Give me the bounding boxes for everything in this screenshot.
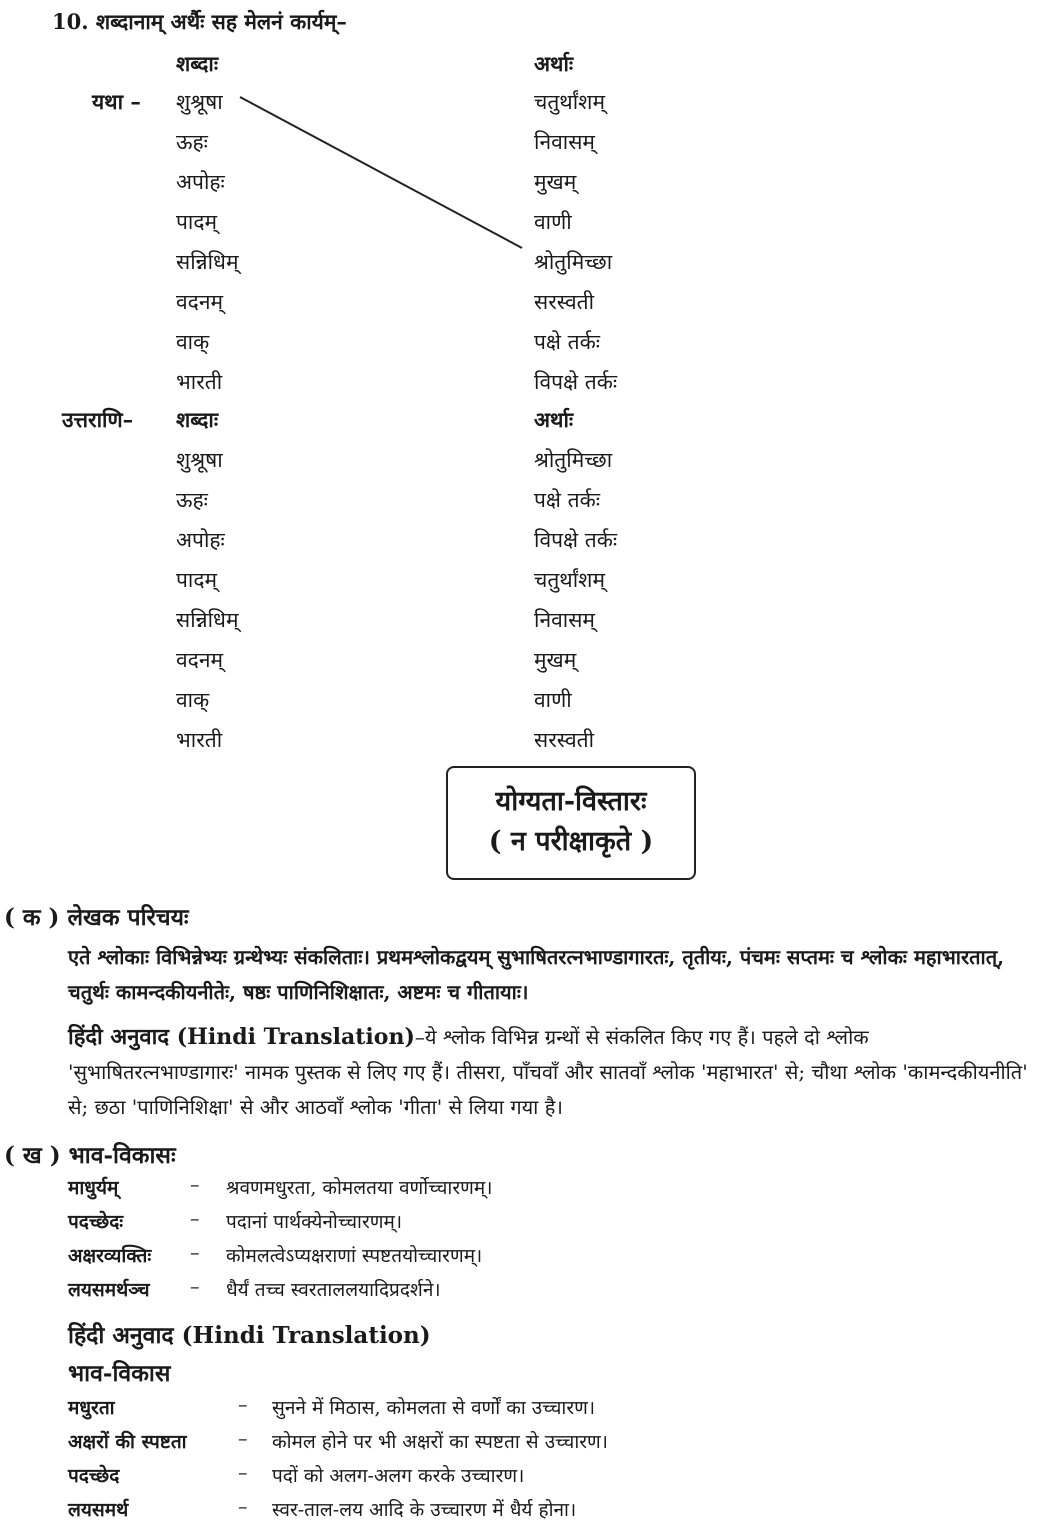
dash: –: [238, 1496, 248, 1518]
definition: धैर्यं तच्च स्वरताललयादिप्रदर्शने।: [226, 1279, 441, 1301]
answer-word: पादम्: [176, 568, 218, 592]
word-item: वाक्: [176, 330, 210, 354]
word-item: वदनम्: [176, 290, 224, 314]
hindi-subheading: भाव-विकास: [68, 1360, 171, 1387]
meaning-item: निवासम्: [534, 130, 595, 154]
word-item: भारती: [176, 370, 223, 394]
word-item: पादम्: [176, 210, 218, 234]
answer-meaning: पक्षे तर्कः: [534, 488, 601, 512]
dash: –: [238, 1394, 248, 1416]
yogyata-vistar-box: [446, 766, 696, 880]
section-ka-heading: ( क ) लेखक परिचयः: [4, 904, 189, 931]
definition: पदानां पार्थक्येनोच्चारणम्।: [226, 1211, 403, 1233]
example-label: यथा –: [92, 89, 141, 114]
answers-meanings-header: अर्थाः: [534, 407, 574, 432]
term: लयसमर्थ: [68, 1499, 129, 1521]
answer-word: अपोहः: [176, 528, 225, 552]
answer-word: शुश्रूषा: [176, 448, 223, 472]
meaning-item: वाणी: [534, 210, 572, 234]
meaning-item: विपक्षे तर्कः: [534, 370, 618, 394]
answer-meaning: वाणी: [534, 688, 572, 712]
meaning-item: श्रोतुमिच्छा: [534, 250, 613, 274]
answer-word: सन्निधिम्: [176, 608, 239, 632]
term: मधुरता: [68, 1397, 115, 1419]
term: पदच्छेद: [68, 1465, 120, 1487]
answer-word: भारती: [176, 728, 223, 752]
dash: –: [190, 1174, 200, 1196]
definition: कोमलत्वेऽप्यक्षराणां स्पष्टतयोच्चारणम्।: [226, 1245, 483, 1267]
meaning-item: सरस्वती: [534, 290, 595, 314]
definition: पदों को अलग-अलग करके उच्चारण।: [272, 1465, 525, 1487]
dash: –: [190, 1208, 200, 1230]
answers-label: उत्तराणि–: [62, 407, 134, 432]
answer-word: वदनम्: [176, 648, 224, 672]
meaning-item: मुखम्: [534, 170, 577, 194]
section-kha-heading: ( ख ) भाव-विकासः: [4, 1142, 176, 1169]
word-item: ऊहः: [176, 130, 208, 154]
answer-meaning: मुखम्: [534, 648, 577, 672]
definition: कोमल होने पर भी अक्षरों का स्पष्टता से उच्चारण।: [272, 1431, 608, 1453]
answer-meaning: सरस्वती: [534, 728, 595, 752]
answer-word: ऊहः: [176, 488, 208, 512]
answers-words-header: शब्दाः: [176, 407, 219, 432]
box-subtitle: ( न परीक्षाकृते ): [488, 826, 654, 857]
meaning-item: चतुर्थांशम्: [534, 90, 606, 114]
hindi-translation-label: हिंदी अनुवाद (Hindi Translation): [68, 1024, 415, 1050]
dash: –: [238, 1462, 248, 1484]
term: पदच्छेदः: [68, 1211, 124, 1233]
answer-meaning: चतुर्थांशम्: [534, 568, 606, 592]
section-ka-hindi: [68, 1020, 1044, 1125]
definition: स्वर-ताल-लय आदि के उच्चारण में धैर्य होना।: [272, 1499, 577, 1521]
section-ka-sanskrit: एते श्लोकाः विभिन्नेभ्यः ग्रन्थेभ्यः संकलिताः। प्रथमश्लोकद्वयम् सुभाषितरत्नभाण्डागारतः, तृतीयः, पंचमः सप्तमः च श्लोकः महाभारतात्, चतुर्थः कामन्दकीयनीतेः, षष्ठः पाणिनिशिक्षातः, अष्टमः च गीतायाः।: [68, 945, 1005, 1004]
answer-meaning: विपक्षे तर्कः: [534, 528, 618, 552]
word-item: अपोहः: [176, 170, 225, 194]
term: माधुर्यम्: [68, 1177, 119, 1199]
hindi-heading: हिंदी अनुवाद (Hindi Translation): [68, 1322, 431, 1349]
box-title: योग्यता-विस्तारः: [495, 786, 647, 817]
answer-word: वाक्: [176, 688, 210, 712]
term: अक्षरव्यक्तिः: [68, 1245, 152, 1267]
hindi-translation-text: –ये श्लोक विभिन्न ग्रन्थों से संकलित किए गए हैं। पहले दो श्लोक 'सुभाषितरत्नभाण्डागारः' नामक पुस्तक से लिए गए हैं। तीसरा, पाँचवाँ और सातवाँ श्लोक 'महाभारत' से; चौथा श्लोक 'कामन्दकीयनीति' से; छठा 'पाणिनिशिक्षा' से और आठवाँ श्लोक 'गीता' से लिया गया है।: [68, 1025, 1028, 1119]
dash: –: [190, 1242, 200, 1264]
term: अक्षरों की स्पष्टता: [68, 1431, 187, 1453]
words-header: शब्दाः: [176, 51, 219, 76]
dash: –: [238, 1428, 248, 1450]
dash: –: [190, 1276, 200, 1298]
meanings-header: अर्थाः: [534, 51, 574, 76]
term: लयसमर्थञ्च: [68, 1279, 150, 1301]
meaning-item: पक्षे तर्कः: [534, 330, 601, 354]
question-heading: 10. शब्दानाम् अर्थैः सह मेलनं कार्यम्–: [52, 9, 347, 34]
match-line: [0, 0, 1052, 400]
answer-meaning: निवासम्: [534, 608, 595, 632]
definition: श्रवणमधुरता, कोमलतया वर्णोच्चारणम्।: [226, 1177, 493, 1199]
word-item: शुश्रूषा: [176, 90, 223, 114]
answer-meaning: श्रोतुमिच्छा: [534, 448, 613, 472]
word-item: सन्निधिम्: [176, 250, 239, 274]
definition: सुनने में मिठास, कोमलता से वर्णों का उच्चारण।: [272, 1397, 596, 1419]
